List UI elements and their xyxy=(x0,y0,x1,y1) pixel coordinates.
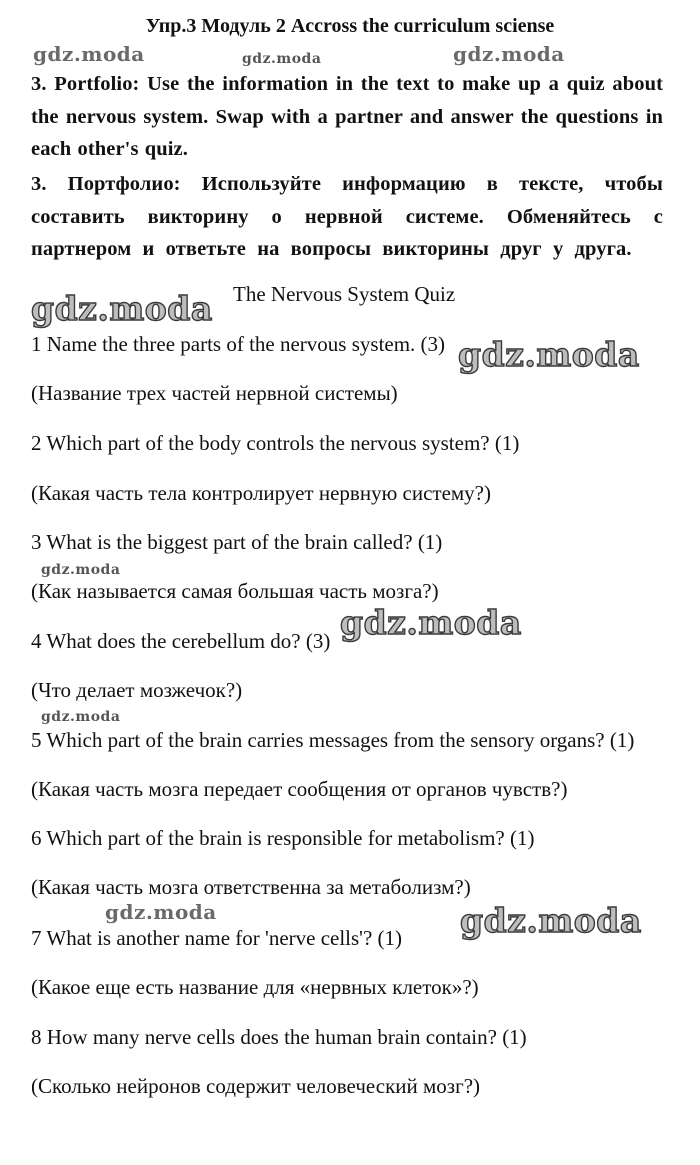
question-6: 6 Which part of the brain is responsible for metabolism? (1) xyxy=(31,826,535,850)
question-4: 4 What does the cerebellum do? (3) xyxy=(31,629,331,653)
watermark: gdz.moda xyxy=(453,42,565,66)
question-4-translation: (Что делает мозжечок?) xyxy=(31,678,243,702)
watermark: gdz.moda xyxy=(41,562,121,578)
question-2-translation: (Какая часть тела контролирует нервную систему?) xyxy=(31,481,491,505)
question-2: 2 Which part of the body controls the nervous system? (1) xyxy=(31,431,520,455)
question-5: 5 Which part of the brain carries messages from the sensory organs? (1) xyxy=(31,728,635,752)
question-1: 1 Name the three parts of the nervous system. (3) xyxy=(31,332,446,356)
watermark: gdz.moda xyxy=(33,42,145,66)
task-english: 3. Portfolio: Use the information in the text to make up a quiz about the nervous system. Swap with a partner and answer the questions in each other's quiz. xyxy=(31,73,663,160)
question-3: 3 What is the biggest part of the brain called? (1) xyxy=(31,530,443,554)
watermark: gdz.moda xyxy=(242,51,322,67)
question-5-translation: (Какая часть мозга передает сообщения от органов чувств?) xyxy=(31,777,568,801)
watermark: gdz.moda xyxy=(340,603,522,642)
question-6-translation: (Какая часть мозга ответственна за метаболизм?) xyxy=(31,875,471,899)
page-title: Упр.3 Модуль 2 Accross the curriculum sciense xyxy=(145,15,555,37)
watermark: gdz.moda xyxy=(460,901,642,940)
watermark: gdz.moda xyxy=(41,709,121,725)
question-3-translation: (Как называется самая большая часть мозга?) xyxy=(31,579,439,603)
question-7: 7 What is another name for 'nerve cells'? (1) xyxy=(31,926,403,950)
question-8-translation: (Сколько нейронов содержит человеческий мозг?) xyxy=(31,1074,481,1098)
question-1-translation: (Название трех частей нервной системы) xyxy=(31,381,398,405)
task-russian: 3. Портфолио: Используйте информацию в тексте, чтобы составить викторину о нервной системе. Обменяйтесь с партнером и ответьте на вопросы викторины друг у друга. xyxy=(31,173,663,260)
question-7-translation: (Какое еще есть название для «нервных клеток»?) xyxy=(31,975,479,999)
question-8: 8 How many nerve cells does the human brain contain? (1) xyxy=(31,1025,527,1049)
quiz-title: The Nervous System Quiz xyxy=(233,282,456,306)
watermark: gdz.moda xyxy=(31,289,213,328)
watermark: gdz.moda xyxy=(458,335,640,374)
watermark: gdz.moda xyxy=(105,900,217,924)
